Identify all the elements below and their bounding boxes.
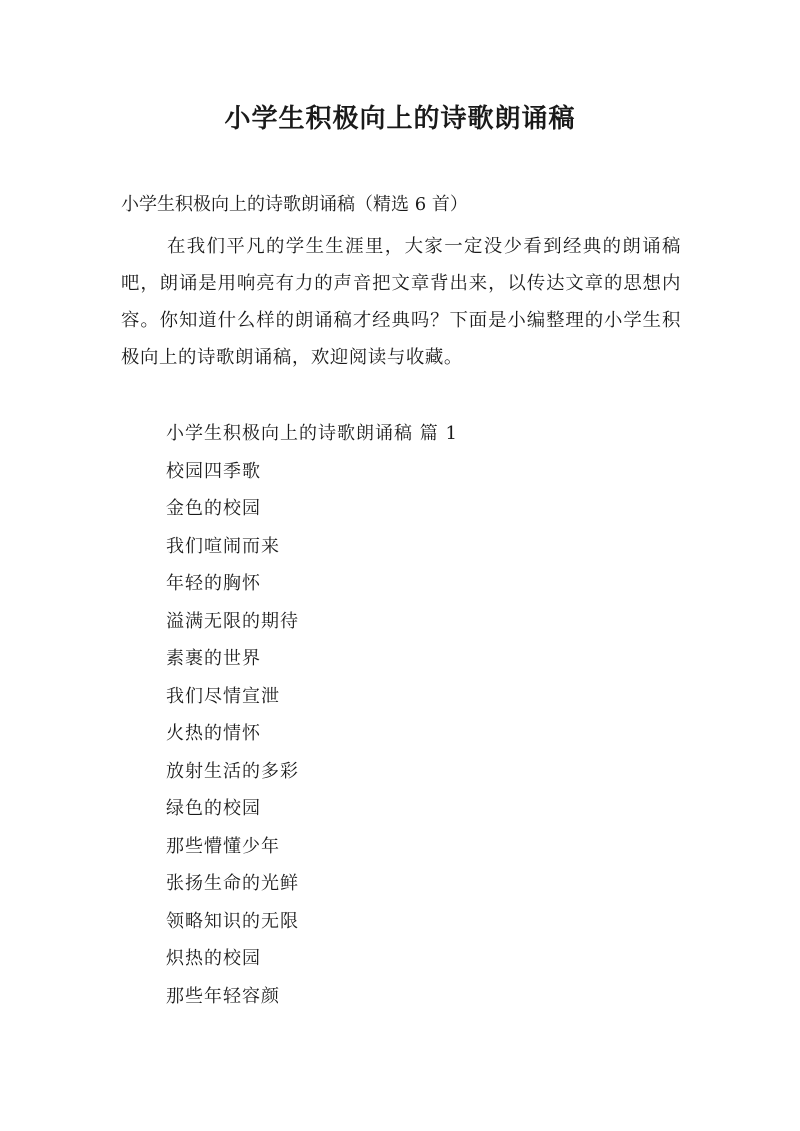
poem-line: 绿色的校园 (166, 798, 261, 819)
poem-line: 领略知识的无限 (166, 910, 299, 932)
poem-line: 那些懵懂少年 (166, 835, 280, 857)
poem-line: 金色的校园 (166, 498, 261, 519)
intro-paragraph: 在我们平凡的学生生涯里，大家一定没少看到经典的朗诵稿吧，朗诵是用响亮有力的声音把文章背出来，以传达文章的思想内容。你知道什么样的朗诵稿才经典吗？下面是小编整理的小学生积极向上的诗歌朗诵稿，欢迎阅读与收藏。 (121, 236, 681, 368)
poem-line: 素裹的世界 (166, 648, 261, 669)
poem-line: 炽热的校园 (166, 948, 261, 969)
document-subtitle: 小学生积极向上的诗歌朗诵稿（精选 6 首） (121, 194, 468, 215)
poem-line: 放射生活的多彩 (166, 760, 299, 782)
poem-line: 张扬生命的光鲜 (166, 873, 299, 894)
poem-line: 溢满无限的期待 (166, 610, 299, 632)
poem-line: 我们喧闹而来 (166, 535, 280, 557)
poem-title: 校园四季歌 (166, 460, 261, 482)
poem-heading: 小学生积极向上的诗歌朗诵稿 篇 1 (166, 423, 458, 444)
poem-line: 我们尽情宣泄 (166, 685, 280, 707)
poem-lines (166, 415, 458, 1015)
poem-line: 那些年轻容颜 (166, 985, 280, 1007)
poem-line: 年轻的胸怀 (166, 573, 261, 594)
poem-line: 火热的情怀 (166, 723, 261, 744)
page-title: 小学生积极向上的诗歌朗诵稿 (224, 104, 576, 134)
